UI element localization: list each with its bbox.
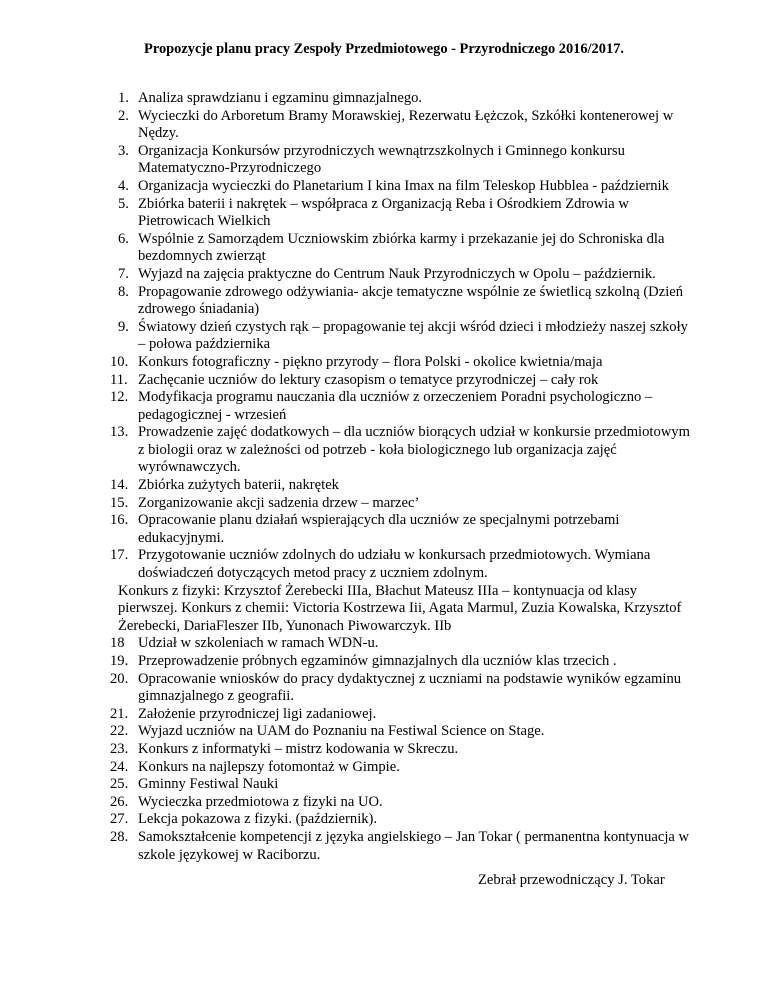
list-item-text: Samokształcenie kompetencji z języka angielskiego – Jan Tokar ( permanentna kontynuacja w szkole językowej w Raciborzu. <box>138 828 690 863</box>
list-item-text: Konkurs fotograficzny - piękno przyrody – flora Polski - okolice kwietnia/maja <box>138 353 603 370</box>
list-item-text: Modyfikacja programu nauczania dla uczniów z orzeczeniem Poradni psychologiczno – pedagogicznej - wrzesień <box>138 389 653 423</box>
list-item-number: 21. <box>110 705 129 722</box>
list-item <box>118 143 698 178</box>
list-item-number: 15. <box>110 494 129 511</box>
list-item-text: Gminny Festiwal Nauki <box>138 776 279 793</box>
list-item-text: Organizacja Konkursów przyrodniczych wewnątrzszkolnych i Gminnego konkursu Matematyczno-Przyrodniczego <box>138 142 625 177</box>
list-item-number: 9. <box>118 318 129 335</box>
list-item-text: Wspólnie z Samorządem Uczniowskim zbiórka karmy i przekazanie jej do Schroniska dla bezdomnych zwierząt <box>138 230 665 265</box>
list-item-text: Wyjazd na zajęcia praktyczne do Centrum Nauk Przyrodniczych w Opolu – październik. <box>138 265 656 282</box>
list-item-text: Zorganizowanie akcji sadzenia drzew – marzec’ <box>138 494 420 511</box>
list-item-number: 1. <box>118 90 129 106</box>
document-content <box>110 90 698 864</box>
list-item <box>118 108 698 143</box>
list-item-number: 14. <box>110 477 129 494</box>
list-item-text: Organizacja wycieczki do Planetarium I kina Imax na film Teleskop Hubblea - październik <box>138 177 669 194</box>
list-item-number: 25. <box>110 776 129 793</box>
plan-list-part-2 <box>110 635 698 864</box>
list-item-number: 27. <box>110 811 129 828</box>
list-item-text: Konkurs z informatyki – mistrz kodowania w Skreczu. <box>138 740 459 757</box>
list-item-text: Propagowanie zdrowego odżywiania- akcje tematyczne wspólnie ze świetlicą szkolną (Dzień zdrowego śniadania) <box>138 283 684 318</box>
list-item <box>110 353 698 372</box>
list-item-text: Przeprowadzenie próbnych egzaminów gimnazjalnych dla uczniów klas trzecich . <box>138 653 617 669</box>
list-item <box>110 758 698 777</box>
list-item-number: 12. <box>110 389 129 406</box>
list-item-number: 28. <box>110 828 129 845</box>
competition-paragraph: Konkurs z fizyki: Krzysztof Żerebecki IIIa, Błachut Mateusz IIIa – kontynuacja od klasy pierwszej. Konkurs z chemii: Victoria Kostrzewa Iii, Agata Marmul, Zuzia Kowalska, Krzysztof Żerebecki, DariaFleszer IIb, Yunonach Piwowarczyk. IIb <box>118 582 682 634</box>
list-item-number: 3. <box>118 142 129 159</box>
list-item-number: 22. <box>110 723 129 740</box>
list-item <box>118 284 698 319</box>
list-item <box>110 547 698 582</box>
list-item <box>110 811 698 829</box>
list-item-text: Konkurs na najlepszy fotomontaż w Gimpie. <box>138 758 400 775</box>
list-item-text: Opracowanie planu działań wspierających dla uczniów ze specjalnymi potrzebami edukacyjnymi. <box>138 512 620 546</box>
list-item <box>110 635 698 653</box>
list-item-number: 7. <box>118 265 129 282</box>
list-item-number: 4. <box>118 177 129 194</box>
list-item-number: 19. <box>110 653 129 669</box>
list-item <box>118 231 698 266</box>
list-item-number: 16. <box>110 512 129 529</box>
list-item-number: 13. <box>110 424 129 441</box>
list-item <box>110 494 698 513</box>
list-item <box>110 776 698 794</box>
list-item <box>110 740 698 759</box>
list-item-number: 6. <box>118 230 129 247</box>
list-item-text: Światowy dzień czystych rąk – propagowanie tej akcji wśród dzieci i młodzieży naszej szkoły – połowa października <box>138 318 688 353</box>
list-item <box>110 424 698 477</box>
list-item-text: Zachęcanie uczniów do lektury czasopism o tematyce przyrodniczej – cały rok <box>138 371 599 388</box>
list-item <box>118 196 698 231</box>
list-item-number: 2. <box>118 107 129 124</box>
list-item-number: 24. <box>110 758 129 775</box>
list-item <box>110 653 698 671</box>
list-item-number: 8. <box>118 283 129 300</box>
list-item <box>110 705 698 724</box>
list-item-number: 26. <box>110 793 129 810</box>
list-item-text: Wycieczka przedmiotowa z fizyki na UO. <box>138 793 383 810</box>
list-item <box>118 90 698 108</box>
list-item <box>118 319 698 354</box>
list-item-text: Opracowanie wniosków do pracy dydaktycznej z uczniami na podstawie wyników egzaminu gimnazjalnego z geografii. <box>138 670 682 705</box>
list-item-text: Lekcja pokazowa z fizyki. (październik). <box>138 811 378 828</box>
list-item-number: 10. <box>110 353 129 370</box>
list-item-text: Udział w szkoleniach w ramach WDN-u. <box>138 635 379 652</box>
list-item <box>110 723 698 741</box>
signature: Zebrał przewodniczący J. Tokar <box>478 872 665 888</box>
list-item <box>110 828 698 864</box>
list-item-number: 5. <box>118 195 129 212</box>
list-item <box>110 793 698 812</box>
list-item-number: 20. <box>110 670 129 687</box>
list-item <box>110 670 698 706</box>
list-item-number: 11. <box>110 371 128 388</box>
list-item-text: Zbiórka baterii i nakrętek – współpraca z Organizacją Reba i Ośrodkiem Zdrowia w Pietrowicach Wielkich <box>138 195 629 230</box>
list-item-text: Zbiórka zużytych baterii, nakrętek <box>138 477 339 494</box>
list-item <box>110 512 698 547</box>
list-item-text: Analiza sprawdzianu i egzaminu gimnazjalnego. <box>138 90 423 106</box>
list-item-text: Przygotowanie uczniów zdolnych do udziału w konkursach przedmiotowych. Wymiana doświadczeń dotyczących metod pracy z uczniem zdolnym. <box>138 547 651 582</box>
plan-list-part-1 <box>110 90 698 583</box>
list-item-number: 23. <box>110 740 129 757</box>
list-item <box>118 266 698 284</box>
list-item <box>118 178 698 196</box>
list-item-text: Prowadzenie zajęć dodatkowych – dla uczniów biorących udział w konkursie przedmiotowym z biologii oraz w zależności od potrzeb - koła biologicznego lub organizacja zajęć wyrównawczych. <box>138 424 690 476</box>
list-item-number: 18 <box>110 635 125 652</box>
list-item-text: Wyjazd uczniów na UAM do Poznaniu na Festiwal Science on Stage. <box>138 723 545 740</box>
document-title: Propozycje planu pracy Zespoły Przedmiotowego - Przyrodniczego 2016/2017. <box>144 41 624 57</box>
list-item-text: Wycieczki do Arboretum Bramy Morawskiej, Rezerwatu Łężczok, Szkółki kontenerowej w Nędzy. <box>138 107 674 142</box>
list-item <box>110 477 698 495</box>
list-item <box>110 389 698 424</box>
list-item <box>110 371 698 390</box>
list-item-number: 17. <box>110 547 129 564</box>
list-item-text: Założenie przyrodniczej ligi zadaniowej. <box>138 705 377 722</box>
